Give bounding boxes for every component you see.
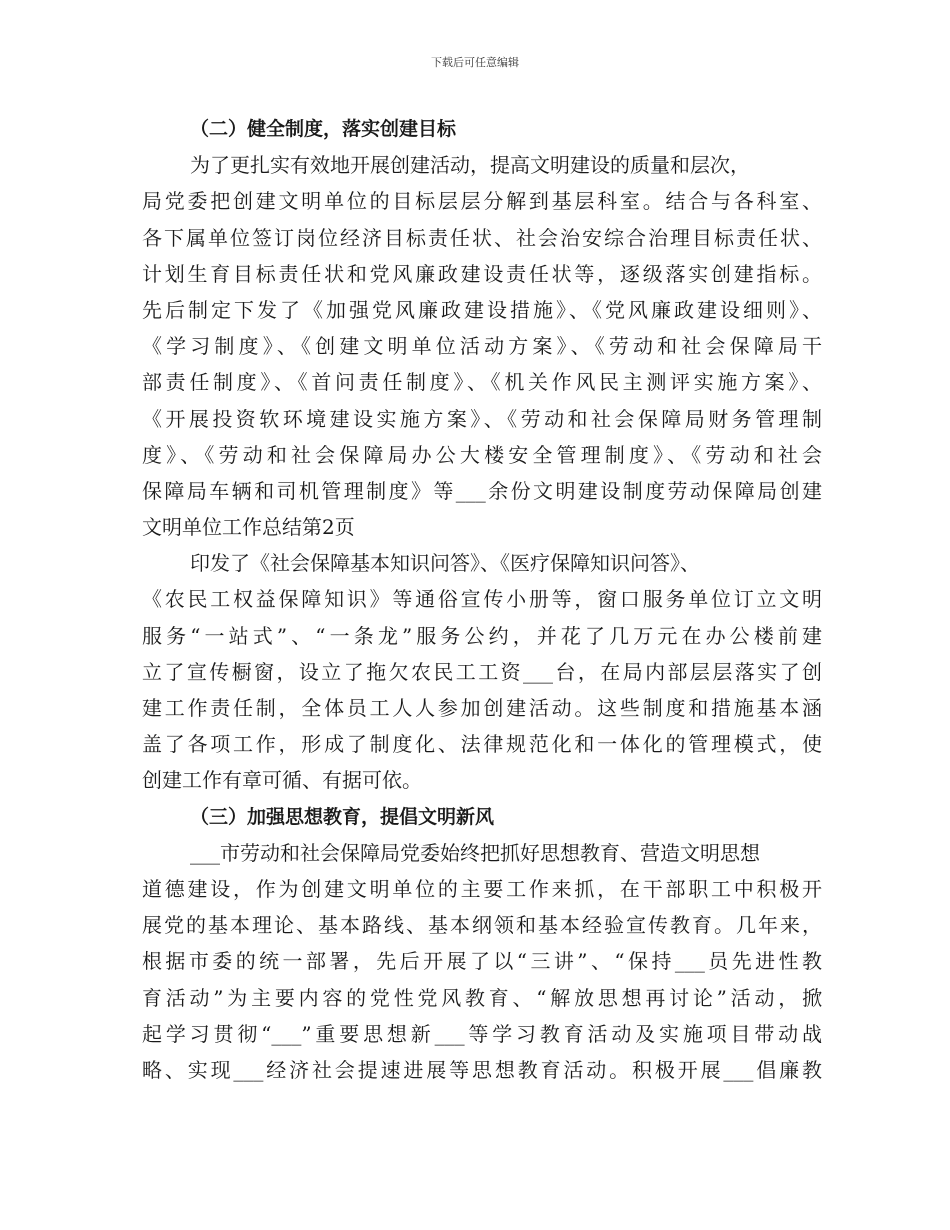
text-line: 度》、《劳动和社会保障局办公大楼安全管理制度》、《劳动和社会: [142, 442, 822, 467]
text-line: 育活动”为主要内容的党性党风教育、“解放思想再讨论”活动，掀: [142, 985, 822, 1010]
text-line: 《农民工权益保障知识》等通俗宣传小册等，窗口服务单位订立文明: [142, 587, 822, 612]
text-line: 根据市委的统一部署，先后开展了以“三讲”、“保持___员先进性教: [142, 949, 822, 974]
text-line: 印发了《社会保障基本知识问答》、《医疗保障知识问答》、: [190, 551, 700, 576]
text-line: 服务“一站式”、“一条龙”服务公约，并花了几万元在办公楼前建: [142, 623, 822, 648]
text-line: 保障局车辆和司机管理制度》等___余份文明建设制度劳动保障局创建: [142, 478, 822, 503]
text-line: 各下属单位签订岗位经济目标责任状、社会治安综合治理目标责任状、: [142, 225, 822, 250]
text-line: 部责任制度》、《首问责任制度》、《机关作风民主测评实施方案》、: [142, 370, 822, 395]
text-line: 盖了各项工作，形成了制度化、法律规范化和一体化的管理模式，使: [142, 732, 822, 757]
page-header: 下载后可任意编辑: [431, 56, 519, 69]
text-line: 文明单位工作总结第2页: [142, 515, 355, 540]
text-line: 创建工作有章可循、有据可依。: [142, 768, 422, 793]
document-body: [142, 111, 822, 1088]
text-line: 局党委把创建文明单位的目标层层分解到基层科室。结合与各科室、: [142, 189, 822, 214]
section-heading: （三）加强思想教育，提倡文明新风: [190, 805, 495, 828]
text-line: 计划生育目标责任状和党风廉政建设责任状等，逐级落实创建指标。: [142, 261, 822, 286]
text-line: 为了更扎实有效地开展创建活动，提高文明建设的质量和层次，: [190, 153, 750, 178]
text-line: 道德建设，作为创建文明单位的主要工作来抓，在干部职工中积极开: [142, 876, 822, 901]
text-line: 《学习制度》、《创建文明单位活动方案》、《劳动和社会保障局干: [142, 334, 822, 359]
text-line: ___市劳动和社会保障局党委始终把抓好思想教育、营造文明思想: [190, 840, 760, 865]
text-line: 略、实现___经济社会提速进展等思想教育活动。积极开展___倡廉教: [142, 1057, 822, 1082]
text-line: 建工作责任制，全体员工人人参加创建活动。这些制度和措施基本涵: [142, 696, 822, 720]
text-line: 《开展投资软环境建设实施方案》、《劳动和社会保障局财务管理制: [142, 406, 822, 431]
text-line: 立了宣传橱窗，设立了拖欠农民工工资___台，在局内部层层落实了创: [142, 659, 822, 684]
text-line: 展党的基本理论、基本路线、基本纲领和基本经验宣传教育。几年来，: [142, 913, 822, 938]
text-line: 先后制定下发了《加强党风廉政建设措施》、《党风廉政建设细则》、: [142, 297, 822, 322]
section-heading: （二）健全制度，落实创建目标: [190, 118, 457, 140]
text-line: 起学习贯彻“___”重要思想新___等学习教育活动及实施项目带动战: [142, 1021, 822, 1046]
